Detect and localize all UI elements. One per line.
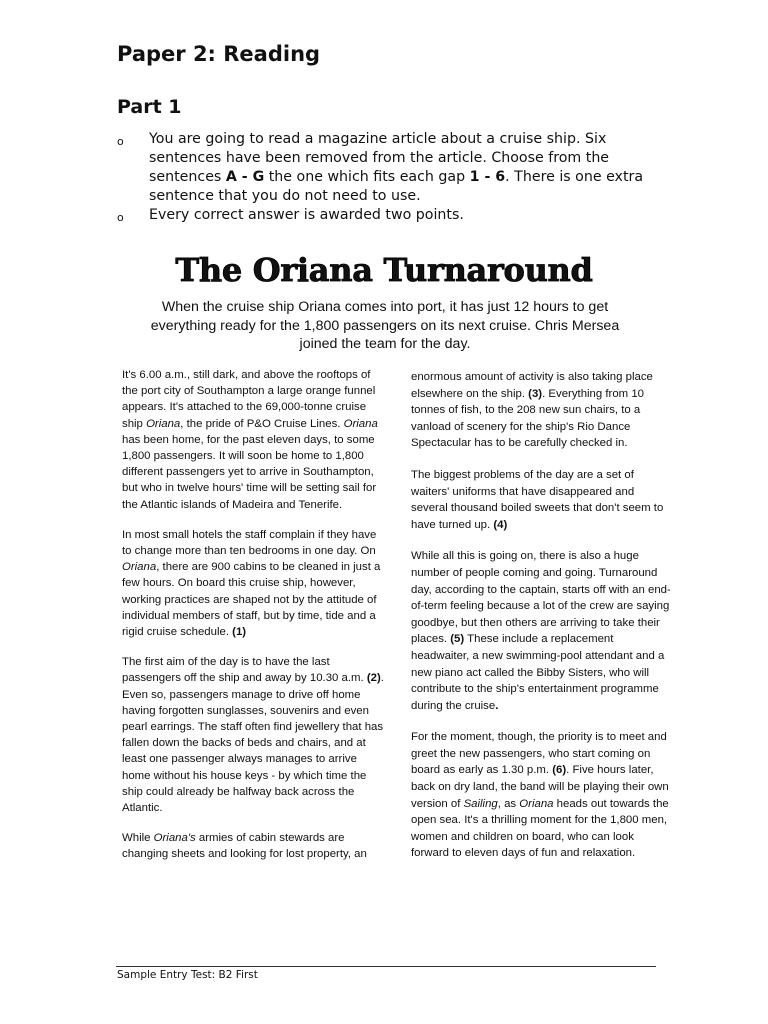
article-paragraph: In most small hotels the staff complain if they have to change more than ten bedrooms in one day. On Oriana, there are 900 cabins to be cleaned in just a few hours. On board this cruise ship, however, working practices are shaped not by the attitude of individual members of staff, but by time, tide and a rigid cruise schedule. (1) [122, 528, 381, 639]
article-standfirst: When the cruise ship Oriana comes into port, it has just 12 hours to get everything ready for the 1,800 passengers on its next cruise. Chris Mersea joined the team for the day. [150, 299, 620, 352]
instructions [117, 130, 657, 227]
gap-marker: (1) [232, 626, 247, 639]
paper-title: Paper 2: Reading [117, 42, 321, 66]
article-paragraph: The biggest problems of the day are a set of waiters' uniforms that have disappeared and several thousand boiled sweets that don't seem to have turned up. (4) [411, 468, 664, 531]
part-title: Part 1 [117, 96, 182, 118]
gap-marker: (6) [552, 764, 567, 777]
footer-rule [116, 966, 656, 967]
article-paragraph: enormous amount of activity is also taking place elsewhere on the ship. (3). Everything from 10 tonnes of fish, to the 208 new sun chairs, to a vanload of scenery for the ship's Rio Dance Spectacular has to be carefully checked in. [411, 371, 653, 450]
bullet-icon: o [117, 211, 124, 224]
article-title: The Oriana Turnaround [175, 251, 593, 289]
article-column-right [411, 369, 673, 877]
article-paragraph: For the moment, though, the priority is to meet and greet the new passengers, who start coming on board as early as 1.30 p.m. (6). Five hours later, back on dry land, the band will be playing their own version of Sailing, as Oriana heads out towards the open sea. It's a thrilling moment for the 1,800 men, women and children on board, who can look forward to eleven days of fun and relaxation. [411, 731, 669, 860]
footer-text: Sample Entry Test: B2 First [117, 969, 258, 981]
bullet-icon: o [117, 135, 124, 148]
article-column-left [122, 367, 384, 877]
gap-marker: (2) [366, 672, 381, 685]
instruction-item [117, 130, 657, 206]
gap-marker: (5) [450, 633, 465, 646]
gap-marker: (3) [528, 387, 543, 400]
article-paragraph: It's 6.00 a.m., still dark, and above the rooftops of the port city of Southampton a large orange funnel appears. It's attached to the 69,000-tonne cruise ship Oriana, the pride of P&O Cruise Lines. Oriana has been home, for the past eleven days, to some 1,800 passengers. It will soon be home to 1,800 different passengers yet to arrive in Southampton, but who in twelve hours' time will be setting sail for the Atlantic islands of Madeira and Tenerife. [122, 369, 378, 511]
instruction-text: Every correct answer is awarded two points. [149, 207, 464, 223]
article-paragraph: While Oriana's armies of cabin stewards are changing sheets and looking for lost property, an [122, 832, 367, 861]
gap-marker: (4) [493, 518, 508, 531]
article-paragraph: The first aim of the day is to have the last passengers off the ship and away by 10.30 a.m. (2). Even so, passengers manage to drive off home having forgotten sunglasses, souvenirs and even pearl earrings. The staff often find jewellery that has fallen down the backs of beds and chairs, and at least one passenger always manages to arrive home without his house keys - by which time the ship could already be halfway back across the Atlantic. [122, 656, 384, 815]
article-paragraph: While all this is going on, there is also a huge number of people coming and going. Turnaround day, according to the captain, starts off with an end-of-term feeling because a lot of the crew are saying goodbye, but then others are arriving to take their places. (5) These include a replacement headwaiter, a new swimming-pool attendant and a new piano act called the Bibby Sisters, who will contribute to the ship's entertainment programme during the cruise. [411, 550, 671, 712]
instruction-text: You are going to read a magazine article about a cruise ship. Six sentences have been removed from the article. Choose from the sentences A - G the one which fits each gap 1 - 6. There is one extra sentence that you do not need to use. [149, 131, 644, 204]
instruction-item [117, 206, 657, 227]
